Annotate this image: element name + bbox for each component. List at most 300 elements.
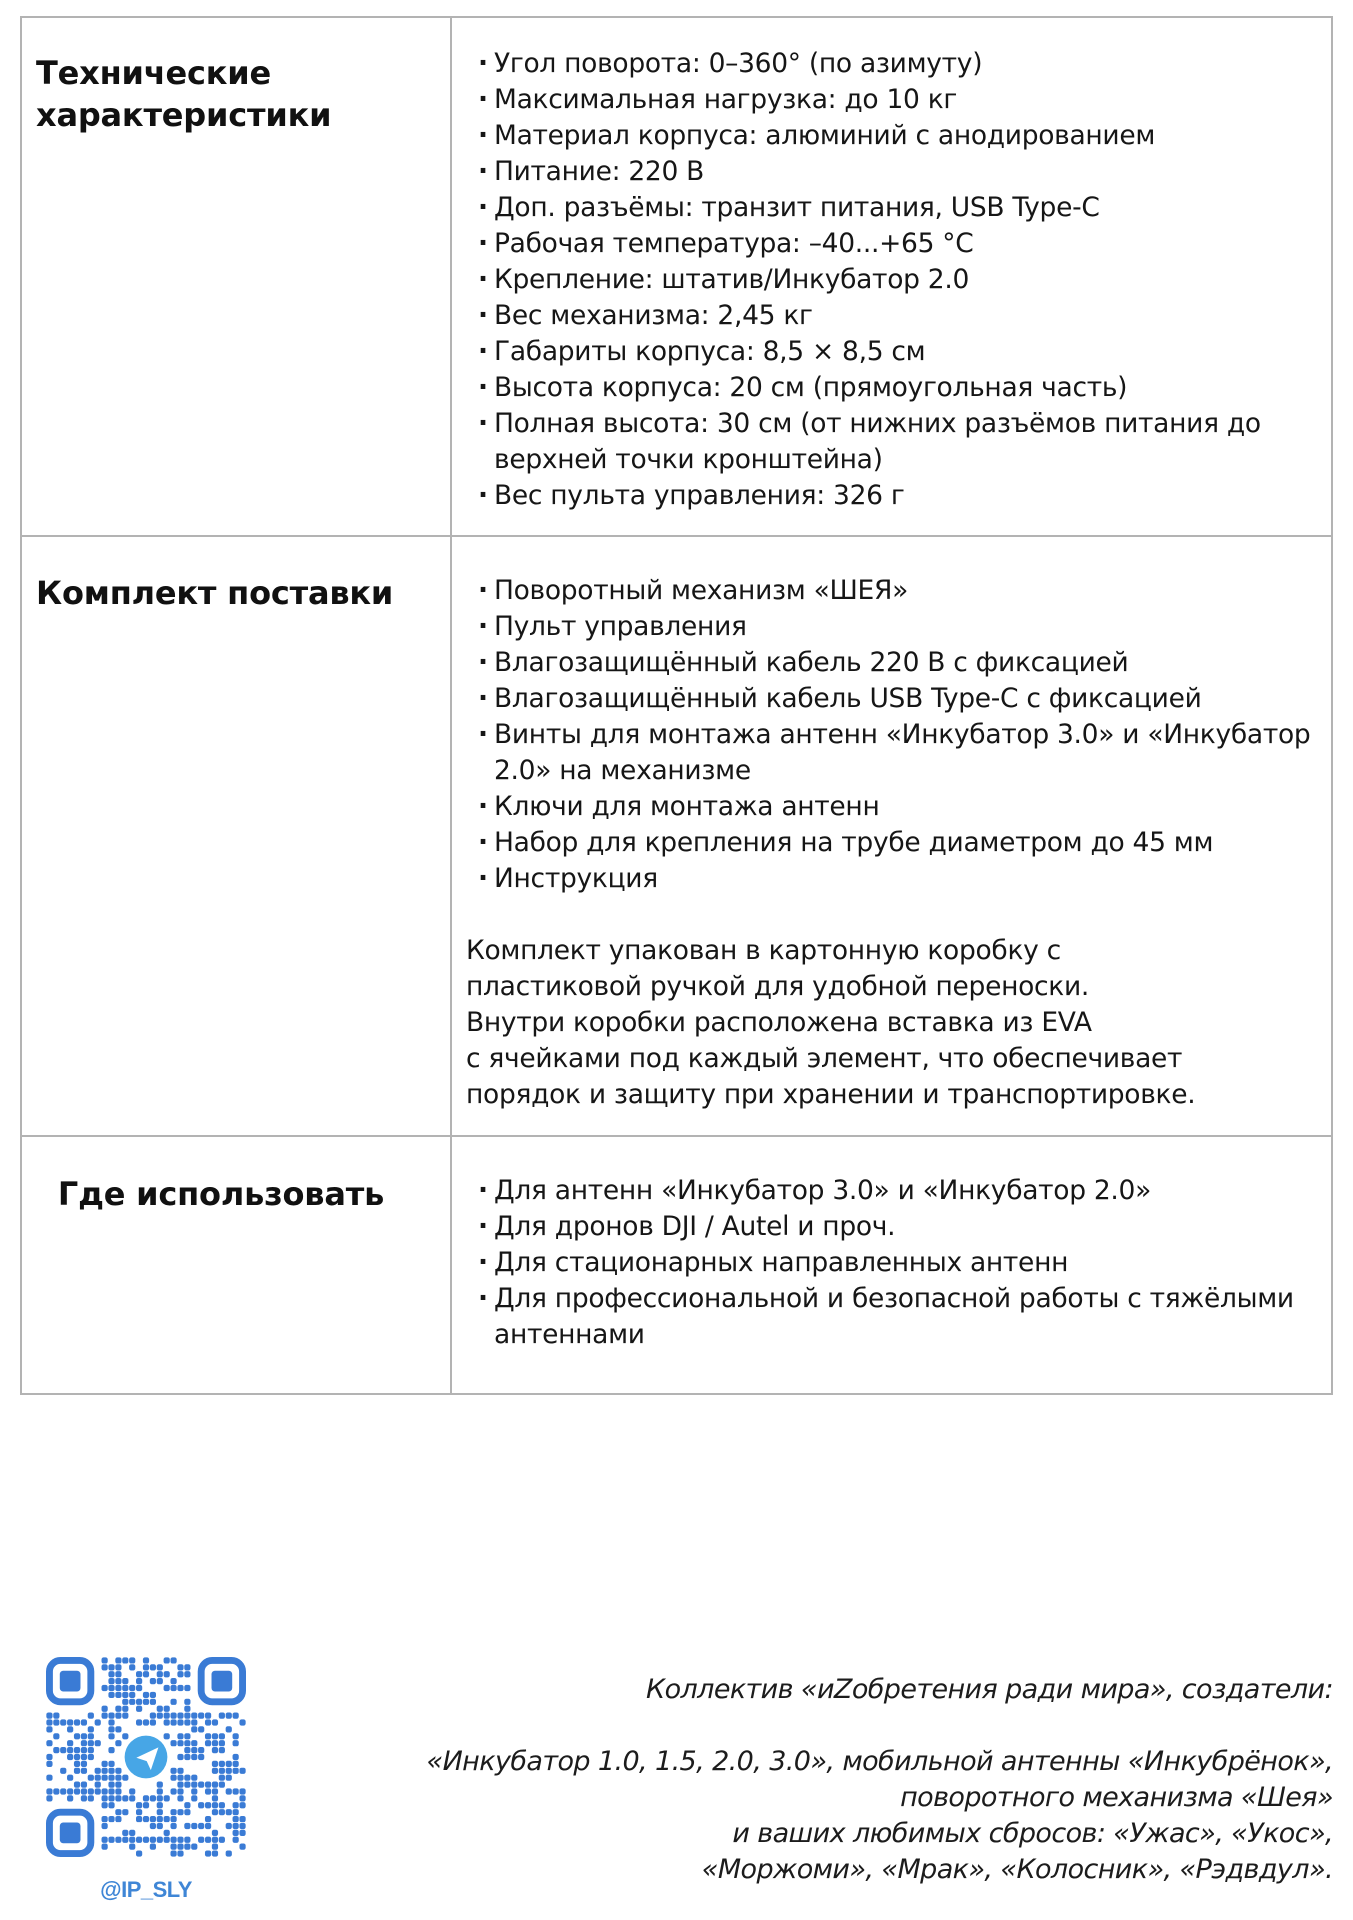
qr-module xyxy=(108,1837,114,1843)
qr-module xyxy=(122,1733,128,1739)
qr-module xyxy=(108,1713,114,1719)
section-heading: Где использовать xyxy=(57,1175,385,1213)
note-line: с ячейками под каждый элемент, что обеспечивает xyxy=(466,1043,1183,1074)
note-line: порядок и защиту при хранении и транспортировке. xyxy=(466,1079,1196,1110)
qr-module xyxy=(198,1781,204,1787)
qr-module xyxy=(115,1692,121,1698)
qr-module xyxy=(108,1692,114,1698)
qr-module xyxy=(67,1795,73,1801)
qr-module xyxy=(239,1844,245,1850)
qr-module xyxy=(170,1657,176,1663)
qr-module xyxy=(219,1761,225,1767)
qr-module xyxy=(115,1768,121,1774)
qr-module xyxy=(212,1830,218,1836)
qr-module xyxy=(95,1781,101,1787)
section-label-cell xyxy=(21,17,451,536)
qr-module xyxy=(115,1809,121,1815)
section-content-cell xyxy=(451,1136,1332,1394)
bullet-item: · Полная высота: 30 см (от нижних разъёмов питания до верхней точки кронштейна) xyxy=(452,406,1331,478)
qr-module xyxy=(53,1713,59,1719)
qr-module xyxy=(74,1733,80,1739)
bullet-item: · Габариты корпуса: 8,5 × 8,5 см xyxy=(452,334,1331,370)
qr-module xyxy=(102,1768,108,1774)
qr-module xyxy=(150,1678,156,1684)
qr-module xyxy=(170,1788,176,1794)
qr-module xyxy=(67,1754,73,1760)
qr-module xyxy=(157,1837,163,1843)
qr-module xyxy=(150,1823,156,1829)
package-note xyxy=(466,933,1331,1113)
qr-module xyxy=(157,1788,163,1794)
qr-module xyxy=(108,1802,114,1808)
qr-module xyxy=(205,1733,211,1739)
qr-module xyxy=(157,1816,163,1822)
qr-module xyxy=(157,1781,163,1787)
qr-module xyxy=(102,1761,108,1767)
qr-module xyxy=(239,1719,245,1725)
qr-module xyxy=(122,1678,128,1684)
qr-module xyxy=(129,1664,135,1670)
section-label-cell xyxy=(21,1136,451,1394)
qr-module xyxy=(219,1809,225,1815)
qr-module xyxy=(157,1671,163,1677)
qr-module xyxy=(164,1685,170,1691)
qr-module xyxy=(108,1775,114,1781)
qr-module xyxy=(205,1850,211,1856)
qr-module xyxy=(212,1671,233,1692)
qr-module xyxy=(122,1657,128,1663)
qr-module xyxy=(170,1837,176,1843)
qr-module xyxy=(108,1795,114,1801)
bullet-item: · Рабочая температура: –40...+65 °C xyxy=(452,226,1331,262)
qr-module xyxy=(122,1713,128,1719)
qr-module xyxy=(177,1837,183,1843)
qr-module xyxy=(136,1809,142,1815)
qr-module xyxy=(108,1761,114,1767)
qr-module xyxy=(184,1781,190,1787)
qr-module xyxy=(115,1664,121,1670)
bullet-item: · Максимальная нагрузка: до 10 кг xyxy=(452,82,1331,118)
bullet-item: · Ключи для монтажа антенн xyxy=(452,789,1331,825)
qr-module xyxy=(205,1740,211,1746)
qr-module xyxy=(115,1671,121,1677)
qr-module xyxy=(88,1733,94,1739)
qr-module xyxy=(102,1664,108,1670)
qr-module xyxy=(177,1795,183,1801)
qr-module xyxy=(143,1816,149,1822)
qr-module xyxy=(122,1692,128,1698)
qr-module xyxy=(164,1719,170,1725)
qr-module xyxy=(233,1802,239,1808)
qr-module xyxy=(102,1788,108,1794)
qr-module xyxy=(88,1747,94,1753)
bullet-item: · Поворотный механизм «ШЕЯ» xyxy=(452,573,1331,609)
qr-module xyxy=(198,1747,204,1753)
qr-module xyxy=(150,1816,156,1822)
credits-line: «Инкубатор 1.0, 1.5, 2.0, 3.0», мобильной антенны «Инкубрёнок», xyxy=(426,1746,1333,1777)
qr-module xyxy=(219,1747,225,1753)
qr-module xyxy=(164,1706,170,1712)
qr-module xyxy=(184,1837,190,1843)
qr-module xyxy=(233,1837,239,1843)
qr-module xyxy=(129,1837,135,1843)
qr-module xyxy=(198,1726,204,1732)
qr-module xyxy=(95,1740,101,1746)
bullet-item: · Питание: 220 В xyxy=(452,154,1331,190)
qr-module xyxy=(212,1733,218,1739)
qr-module xyxy=(191,1781,197,1787)
qr-module xyxy=(102,1706,108,1712)
qr-module xyxy=(136,1802,142,1808)
qr-module xyxy=(136,1699,142,1705)
bullet-item: · Для антенн «Инкубатор 3.0» и «Инкубатор 2.0» xyxy=(452,1173,1331,1209)
qr-module xyxy=(115,1726,121,1732)
qr-module xyxy=(184,1823,190,1829)
qr-module xyxy=(81,1788,87,1794)
qr-module xyxy=(233,1788,239,1794)
qr-module xyxy=(115,1781,121,1787)
qr-module xyxy=(191,1747,197,1753)
qr-module xyxy=(219,1713,225,1719)
qr-module xyxy=(212,1850,218,1856)
bullet-item: · Набор для крепления на трубе диаметром до 45 мм xyxy=(452,825,1331,861)
qr-module xyxy=(53,1747,59,1753)
qr-module xyxy=(67,1747,73,1753)
qr-module xyxy=(191,1844,197,1850)
credits-text xyxy=(427,1672,1333,1888)
qr-module xyxy=(239,1768,245,1774)
qr-module xyxy=(170,1740,176,1746)
section-row-usage xyxy=(21,1136,1332,1394)
qr-module xyxy=(115,1837,121,1843)
qr-module xyxy=(212,1768,218,1774)
qr-module xyxy=(122,1830,128,1836)
qr-module xyxy=(74,1747,80,1753)
qr-module xyxy=(157,1823,163,1829)
qr-module xyxy=(170,1809,176,1815)
credits-line: «Моржоми», «Мрак», «Колосник», «Рэдвдул». xyxy=(701,1854,1333,1885)
bullet-item: · Вес механизма: 2,45 кг xyxy=(452,298,1331,334)
qr-module xyxy=(102,1795,108,1801)
qr-module xyxy=(67,1740,73,1746)
qr-module xyxy=(150,1713,156,1719)
qr-module xyxy=(143,1692,149,1698)
qr-module xyxy=(67,1775,73,1781)
qr-module xyxy=(88,1795,94,1801)
qr-module xyxy=(212,1747,218,1753)
qr-module xyxy=(115,1713,121,1719)
qr-module xyxy=(170,1713,176,1719)
qr-module xyxy=(88,1775,94,1781)
qr-module xyxy=(60,1788,66,1794)
qr-module xyxy=(170,1844,176,1850)
qr-module xyxy=(219,1740,225,1746)
qr-module xyxy=(226,1761,232,1767)
qr-module xyxy=(212,1719,218,1725)
qr-module xyxy=(88,1740,94,1746)
qr-module xyxy=(226,1788,232,1794)
note-line: пластиковой ручкой для удобной переноски. xyxy=(466,971,1090,1002)
bullet-item: · Винты для монтажа антенн «Инкубатор 3.0» и «Инкубатор 2.0» на механизме xyxy=(452,717,1331,789)
bullet-list xyxy=(452,18,1331,514)
qr-module xyxy=(122,1699,128,1705)
qr-module xyxy=(164,1837,170,1843)
qr-module xyxy=(88,1754,94,1760)
qr-module xyxy=(108,1719,114,1725)
qr-module xyxy=(177,1671,183,1677)
qr-module xyxy=(81,1795,87,1801)
qr-module xyxy=(226,1713,232,1719)
bullet-item: · Угол поворота: 0–360° (по азимуту) xyxy=(452,46,1331,82)
qr-module xyxy=(164,1795,170,1801)
qr-module xyxy=(184,1719,190,1725)
qr-module xyxy=(74,1719,80,1725)
qr-module xyxy=(95,1768,101,1774)
qr-module xyxy=(136,1719,142,1725)
qr-module xyxy=(233,1768,239,1774)
qr-module xyxy=(46,1726,52,1732)
qr-module xyxy=(150,1719,156,1725)
qr-module xyxy=(164,1657,170,1663)
qr-module xyxy=(170,1699,176,1705)
qr-module xyxy=(198,1754,204,1760)
qr-module xyxy=(198,1713,204,1719)
qr-module xyxy=(60,1719,66,1725)
qr-module xyxy=(212,1781,218,1787)
bullet-item: · Влагозащищённый кабель 220 В с фиксацией xyxy=(452,645,1331,681)
note-line: Комплект упакован в картонную коробку с xyxy=(466,935,1061,966)
qr-module xyxy=(74,1781,80,1787)
qr-module xyxy=(184,1775,190,1781)
qr-module xyxy=(102,1823,108,1829)
qr-module xyxy=(212,1740,218,1746)
qr-module xyxy=(136,1706,142,1712)
qr-module xyxy=(184,1754,190,1760)
qr-module xyxy=(233,1830,239,1836)
qr-module xyxy=(233,1823,239,1829)
qr-block xyxy=(40,1657,252,1903)
qr-module xyxy=(143,1657,149,1663)
qr-module xyxy=(102,1802,108,1808)
telegram-handle[interactable]: @IP_SLY xyxy=(100,1877,192,1902)
qr-module xyxy=(150,1692,156,1698)
qr-module xyxy=(108,1671,114,1677)
qr-module xyxy=(170,1775,176,1781)
qr-module xyxy=(108,1747,114,1753)
qr-module xyxy=(198,1802,204,1808)
qr-module xyxy=(136,1671,142,1677)
qr-module xyxy=(46,1719,52,1725)
qr-module xyxy=(122,1685,128,1691)
qr-module xyxy=(122,1795,128,1801)
qr-module xyxy=(150,1699,156,1705)
qr-module xyxy=(157,1802,163,1808)
qr-module xyxy=(233,1816,239,1822)
qr-module xyxy=(95,1788,101,1794)
qr-module xyxy=(205,1781,211,1787)
qr-module xyxy=(177,1713,183,1719)
qr-module xyxy=(136,1850,142,1856)
qr-module xyxy=(115,1678,121,1684)
qr-module xyxy=(150,1844,156,1850)
qr-module xyxy=(226,1850,232,1856)
qr-module xyxy=(150,1664,156,1670)
qr-module xyxy=(46,1761,52,1767)
qr-module xyxy=(88,1788,94,1794)
qr-module xyxy=(233,1761,239,1767)
qr-module xyxy=(212,1761,218,1767)
qr-module xyxy=(219,1781,225,1787)
qr-module xyxy=(143,1837,149,1843)
qr-module xyxy=(108,1664,114,1670)
qr-module xyxy=(46,1713,52,1719)
qr-module xyxy=(108,1781,114,1787)
qr-module xyxy=(177,1733,183,1739)
qr-module xyxy=(191,1740,197,1746)
qr-module xyxy=(81,1747,87,1753)
qr-module xyxy=(219,1775,225,1781)
qr-module xyxy=(143,1664,149,1670)
qr-module xyxy=(74,1768,80,1774)
qr-module xyxy=(115,1740,121,1746)
qr-module xyxy=(143,1719,149,1725)
qr-module xyxy=(67,1788,73,1794)
bullet-item: · Материал корпуса: алюминий с анодированием xyxy=(452,118,1331,154)
qr-module xyxy=(81,1768,87,1774)
qr-module xyxy=(212,1837,218,1843)
qr-module xyxy=(115,1685,121,1691)
qr-module xyxy=(184,1844,190,1850)
section-row-tech-specs xyxy=(21,17,1332,536)
qr-module xyxy=(177,1768,183,1774)
qr-module xyxy=(226,1775,232,1781)
qr-module xyxy=(233,1809,239,1815)
qr-module xyxy=(143,1699,149,1705)
qr-module xyxy=(115,1706,121,1712)
qr-module xyxy=(205,1719,211,1725)
qr-module xyxy=(233,1733,239,1739)
section-content-cell xyxy=(451,17,1332,536)
qr-module xyxy=(115,1795,121,1801)
qr-module xyxy=(46,1788,52,1794)
qr-module xyxy=(233,1754,239,1760)
qr-module xyxy=(239,1830,245,1836)
qr-module xyxy=(122,1706,128,1712)
telegram-qr-code-icon[interactable] xyxy=(40,1657,252,1857)
qr-module xyxy=(122,1775,128,1781)
section-content-cell xyxy=(451,536,1332,1136)
qr-module xyxy=(122,1837,128,1843)
qr-module xyxy=(108,1816,114,1822)
bullet-item: · Пульт управления xyxy=(452,609,1331,645)
qr-module xyxy=(67,1726,73,1732)
qr-module xyxy=(239,1795,245,1801)
qr-module xyxy=(95,1719,101,1725)
qr-module xyxy=(239,1816,245,1822)
qr-module xyxy=(136,1837,142,1843)
qr-module xyxy=(191,1795,197,1801)
bullet-item: · Для стационарных направленных антенн xyxy=(452,1245,1331,1281)
qr-module xyxy=(205,1802,211,1808)
qr-module xyxy=(129,1830,135,1836)
qr-module xyxy=(102,1844,108,1850)
qr-module xyxy=(205,1788,211,1794)
qr-module xyxy=(170,1850,176,1856)
qr-module xyxy=(191,1713,197,1719)
qr-module xyxy=(226,1768,232,1774)
qr-module xyxy=(177,1685,183,1691)
qr-module xyxy=(170,1823,176,1829)
qr-module xyxy=(81,1754,87,1760)
qr-module xyxy=(164,1713,170,1719)
qr-module xyxy=(184,1664,190,1670)
qr-module xyxy=(129,1685,135,1691)
qr-module xyxy=(157,1706,163,1712)
qr-module xyxy=(205,1837,211,1843)
qr-module xyxy=(157,1795,163,1801)
qr-module xyxy=(184,1699,190,1705)
qr-module xyxy=(81,1761,87,1767)
qr-module xyxy=(239,1788,245,1794)
qr-module xyxy=(184,1671,190,1677)
qr-module xyxy=(53,1788,59,1794)
qr-module xyxy=(226,1823,232,1829)
qr-module xyxy=(129,1657,135,1663)
qr-module xyxy=(115,1816,121,1822)
qr-module xyxy=(219,1733,225,1739)
qr-module xyxy=(177,1788,183,1794)
qr-module xyxy=(46,1740,52,1746)
qr-module xyxy=(150,1795,156,1801)
bullet-item: · Влагозащищённый кабель USB Type-C с фиксацией xyxy=(452,681,1331,717)
bullet-item: · Вес пульта управления: 326 г xyxy=(452,478,1331,514)
qr-module xyxy=(136,1816,142,1822)
qr-module xyxy=(164,1733,170,1739)
qr-module xyxy=(198,1823,204,1829)
qr-module xyxy=(157,1713,163,1719)
bullet-item: · Для профессиональной и безопасной работы с тяжёлыми антеннами xyxy=(452,1281,1331,1353)
bullet-item: · Крепление: штатив/Инкубатор 2.0 xyxy=(452,262,1331,298)
qr-module xyxy=(184,1706,190,1712)
qr-module xyxy=(157,1664,163,1670)
qr-module xyxy=(102,1685,108,1691)
qr-module xyxy=(177,1809,183,1815)
qr-module xyxy=(233,1740,239,1746)
qr-module xyxy=(46,1754,52,1760)
qr-module xyxy=(60,1747,66,1753)
qr-module xyxy=(102,1837,108,1843)
qr-module xyxy=(129,1692,135,1698)
spec-table xyxy=(20,16,1333,1395)
qr-module xyxy=(46,1795,52,1801)
qr-module xyxy=(102,1713,108,1719)
qr-module xyxy=(108,1733,114,1739)
qr-module xyxy=(81,1740,87,1746)
bullet-item: · Инструкция xyxy=(452,861,1331,897)
qr-module xyxy=(108,1768,114,1774)
qr-module xyxy=(170,1816,176,1822)
qr-module xyxy=(170,1678,176,1684)
qr-module xyxy=(102,1657,108,1663)
qr-module xyxy=(143,1671,149,1677)
qr-module xyxy=(198,1837,204,1843)
qr-module xyxy=(184,1809,190,1815)
qr-module xyxy=(212,1844,218,1850)
credits-intro: Коллектив «иZобретения ради мира», создатели: xyxy=(646,1674,1333,1705)
qr-module xyxy=(226,1809,232,1815)
qr-module xyxy=(129,1788,135,1794)
qr-module xyxy=(184,1802,190,1808)
